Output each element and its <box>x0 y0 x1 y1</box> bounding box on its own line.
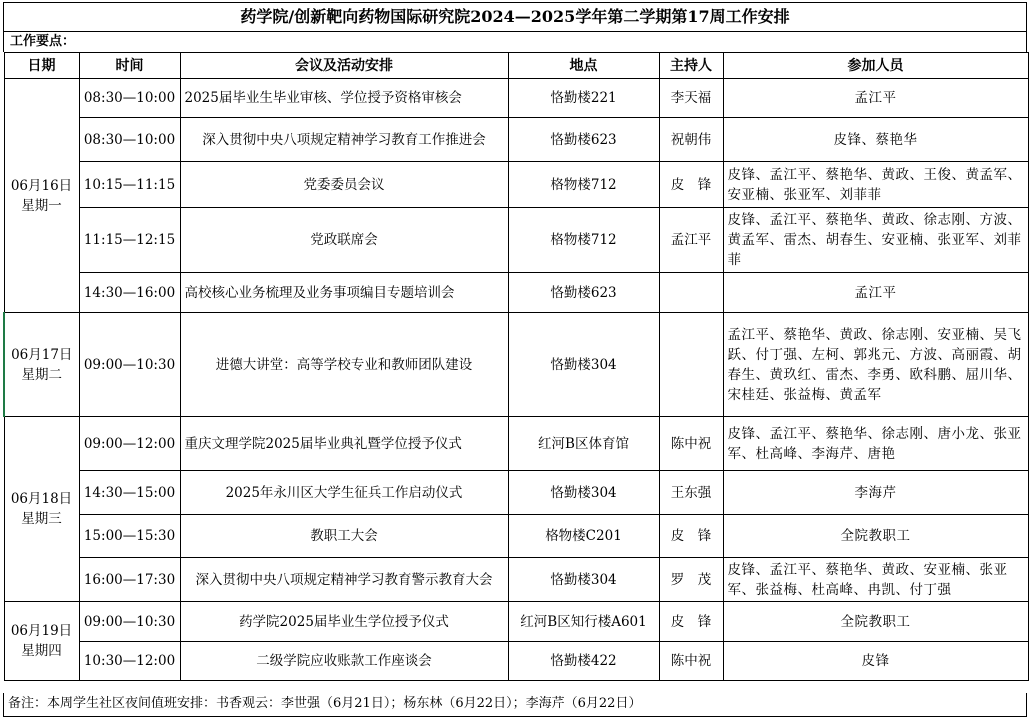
weekday-label: 星期二 <box>21 366 62 383</box>
place-cell[interactable]: 恪勤楼623 <box>508 118 659 162</box>
host-cell[interactable]: 李天福 <box>659 79 723 118</box>
weekday-label: 星期四 <box>21 643 62 659</box>
event-cell[interactable]: 二级学院应收账款工作座谈会 <box>180 642 508 681</box>
schedule-table <box>3 52 1029 681</box>
time-cell[interactable]: 09:00—12:00 <box>79 417 180 471</box>
host-cell[interactable]: 皮 锋 <box>659 602 723 642</box>
event-cell[interactable]: 教职工大会 <box>180 515 508 558</box>
host-cell[interactable] <box>659 273 723 313</box>
place-cell[interactable]: 恪勤楼304 <box>508 471 659 515</box>
time-cell[interactable]: 14:30—15:00 <box>79 471 180 515</box>
header-attendees: 参加人员 <box>723 53 1028 79</box>
time-cell[interactable]: 16:00—17:30 <box>79 558 180 602</box>
header-event: 会议及活动安排 <box>180 53 508 79</box>
time-cell[interactable]: 08:30—10:00 <box>79 79 180 118</box>
header-host: 主持人 <box>659 53 723 79</box>
place-cell[interactable]: 恪勤楼221 <box>508 79 659 118</box>
event-cell[interactable]: 重庆文理学院2025届毕业典礼暨学位授予仪式 <box>180 417 508 471</box>
place-cell[interactable]: 格物楼C201 <box>508 515 659 558</box>
place-cell[interactable]: 红河B区知行楼A601 <box>508 602 659 642</box>
attendees-cell[interactable]: 皮锋、孟江平、蔡艳华、徐志刚、唐小龙、张亚军、杜高峰、李海芹、唐艳 <box>723 417 1028 471</box>
event-cell[interactable]: 党政联席会 <box>180 208 508 273</box>
host-cell[interactable]: 孟江平 <box>659 208 723 273</box>
place-cell[interactable]: 恪勤楼422 <box>508 642 659 681</box>
time-cell[interactable]: 09:00—10:30 <box>79 602 180 642</box>
table-row <box>4 602 1028 642</box>
table-row <box>4 642 1028 681</box>
table-row <box>4 515 1028 558</box>
table-row <box>4 558 1028 602</box>
host-cell[interactable]: 皮 锋 <box>659 515 723 558</box>
page-title: 药学院/创新靶向药物国际研究院2024—2025学年第二学期第17周工作安排 <box>3 2 1027 32</box>
date-cell[interactable] <box>4 602 79 681</box>
host-cell[interactable]: 王东强 <box>659 471 723 515</box>
table-row <box>4 313 1028 417</box>
attendees-cell[interactable]: 全院教职工 <box>723 602 1028 642</box>
event-cell[interactable]: 深入贯彻中央八项规定精神学习教育工作推进会 <box>180 118 508 162</box>
place-cell[interactable]: 格物楼712 <box>508 208 659 273</box>
footer-remark: 备注：本周学生社区夜间值班安排：书香观云：李世强（6月21日）；杨东林（6月22日）；李海芹（6月22日） <box>3 693 1027 717</box>
date-cell[interactable] <box>4 313 79 417</box>
date-label: 06月19日 <box>10 623 73 639</box>
table-row <box>4 273 1028 313</box>
host-cell[interactable]: 祝朝伟 <box>659 118 723 162</box>
date-label: 06月16日 <box>10 177 73 194</box>
attendees-cell[interactable]: 皮锋、蔡艳华 <box>723 118 1028 162</box>
time-cell[interactable]: 15:00—15:30 <box>79 515 180 558</box>
weekday-label: 星期三 <box>21 511 62 527</box>
event-cell[interactable]: 党委委员会议 <box>180 162 508 208</box>
time-cell[interactable]: 11:15—12:15 <box>79 208 180 273</box>
table-row <box>4 79 1028 118</box>
weekday-label: 星期一 <box>21 197 62 214</box>
event-cell[interactable]: 深入贯彻中央八项规定精神学习教育警示教育大会 <box>180 558 508 602</box>
attendees-cell[interactable]: 孟江平、蔡艳华、黄政、徐志刚、安亚楠、吴飞跃、付丁强、左柯、郭兆元、方波、高丽霞、胡春生、黄玖红、雷杰、李勇、欧科鹏、屈川华、宋桂廷、张益梅、黄孟军 <box>723 313 1028 417</box>
date-label: 06月17日 <box>11 346 73 363</box>
host-cell[interactable] <box>659 313 723 417</box>
header-place: 地点 <box>508 53 659 79</box>
event-cell[interactable]: 进德大讲堂：高等学校专业和教师团队建设 <box>180 313 508 417</box>
attendees-cell[interactable]: 全院教职工 <box>723 515 1028 558</box>
place-cell[interactable]: 恪勤楼304 <box>508 313 659 417</box>
place-cell[interactable]: 恪勤楼304 <box>508 558 659 602</box>
table-row <box>4 417 1028 471</box>
attendees-cell[interactable]: 李海芹 <box>723 471 1028 515</box>
attendees-cell[interactable]: 皮锋、孟江平、蔡艳华、黄政、王俊、黄孟军、安亚楠、张亚军、刘菲菲 <box>723 162 1028 208</box>
place-cell[interactable]: 格物楼712 <box>508 162 659 208</box>
time-cell[interactable]: 08:30—10:00 <box>79 118 180 162</box>
table-row <box>4 162 1028 208</box>
host-cell[interactable]: 陈中祝 <box>659 642 723 681</box>
work-notes-label: 工作要点： <box>3 32 1027 52</box>
event-cell[interactable]: 高校核心业务梳理及业务事项编目专题培训会 <box>180 273 508 313</box>
attendees-cell[interactable]: 孟江平 <box>723 79 1028 118</box>
time-cell[interactable]: 10:15—11:15 <box>79 162 180 208</box>
header-date: 日期 <box>4 53 79 79</box>
date-cell[interactable] <box>4 79 79 313</box>
time-cell[interactable]: 14:30—16:00 <box>79 273 180 313</box>
header-time: 时间 <box>79 53 180 79</box>
event-cell[interactable]: 2025年永川区大学生征兵工作启动仪式 <box>180 471 508 515</box>
header-row <box>4 53 1028 79</box>
attendees-cell[interactable]: 孟江平 <box>723 273 1028 313</box>
host-cell[interactable]: 皮 锋 <box>659 162 723 208</box>
date-label: 06月18日 <box>10 491 73 507</box>
attendees-cell[interactable]: 皮锋 <box>723 642 1028 681</box>
table-row <box>4 208 1028 273</box>
event-cell[interactable]: 药学院2025届毕业生学位授予仪式 <box>180 602 508 642</box>
place-cell[interactable]: 红河B区体育馆 <box>508 417 659 471</box>
time-cell[interactable]: 09:00—10:30 <box>79 313 180 417</box>
event-cell[interactable]: 2025届毕业生毕业审核、学位授予资格审核会 <box>180 79 508 118</box>
host-cell[interactable]: 罗 茂 <box>659 558 723 602</box>
date-cell[interactable] <box>4 417 79 602</box>
place-cell[interactable]: 恪勤楼623 <box>508 273 659 313</box>
attendees-cell[interactable]: 皮锋、孟江平、蔡艳华、黄政、安亚楠、张亚军、张益梅、杜高峰、冉凯、付丁强 <box>723 558 1028 602</box>
host-cell[interactable]: 陈中祝 <box>659 417 723 471</box>
table-row <box>4 118 1028 162</box>
attendees-cell[interactable]: 皮锋、孟江平、蔡艳华、黄政、徐志刚、方波、黄孟军、雷杰、胡春生、安亚楠、张亚军、刘菲菲 <box>723 208 1028 273</box>
table-row <box>4 471 1028 515</box>
time-cell[interactable]: 10:30—12:00 <box>79 642 180 681</box>
